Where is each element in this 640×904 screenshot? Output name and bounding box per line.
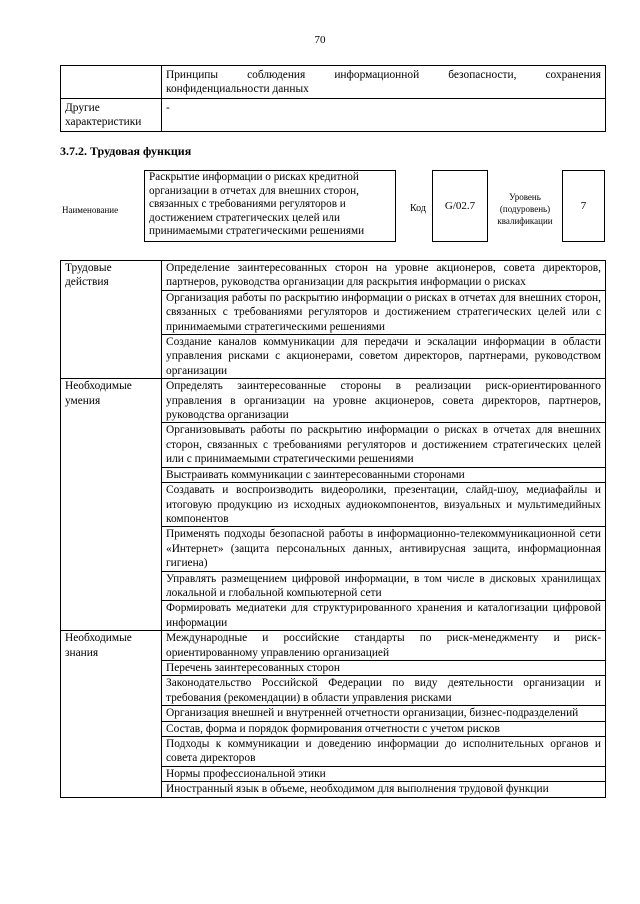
table-row (61, 379, 606, 423)
table-row (61, 66, 606, 99)
code-label: Код (410, 203, 426, 214)
table-cell: Создание каналов коммуникации для передачи и эскалации информации в области управления рисками с акционерами, советом директоров, партнерами, руководством организации (162, 335, 606, 379)
table-cell: Определение заинтересованных сторон на уровне акционеров, совета директоров, партнеров, руководства организации для раскрытия информации о рисках (162, 261, 606, 291)
empty-label-cell (61, 66, 162, 99)
group-label: Необходимые знания (61, 631, 162, 797)
code-value-box: G/02.7 (432, 170, 488, 242)
table-cell: Иностранный язык в объеме, необходимом для выполнения трудовой функции (162, 782, 606, 797)
table-cell: Организация работы по раскрытию информации о рисках в отчетах для внешних сторон, связанных с требованиями регуляторов и достижением стратегических целей или с принимаемыми стратегическими решениями (162, 290, 606, 334)
table-row (61, 261, 606, 291)
table-cell: Перечень заинтересованных сторон (162, 660, 606, 675)
table-cell: Организовывать работы по раскрытию информации о рисках в отчетах для внешних сторон, связанных с требованиями регуляторов и достижением стратегических целей или с принимаемыми стратегическими решениями (162, 423, 606, 467)
qualification-level-label: Уровень (подуровень) квалификации (497, 192, 553, 226)
table-cell: Состав, форма и порядок формирования отчетности с учетом рисков (162, 721, 606, 736)
table-cell: Применять подходы безопасной работы в информационно-телекоммуникационной сети «Интернет» (защита персональных данных, антивирусная защита, информационная гигиена) (162, 527, 606, 571)
table-cell: Нормы профессиональной этики (162, 766, 606, 781)
table-cell: Формировать медиатеки для структурированного хранения и каталогизации цифровой информации (162, 601, 606, 631)
table-cell: Управлять размещением цифровой информации, в том числе в дисковых хранилищах локальной и глобальной компьютерной сети (162, 571, 606, 601)
labor-function-table (60, 260, 606, 798)
group-label: Трудовые действия (61, 261, 162, 379)
table-row (61, 98, 606, 131)
table-cell: Организация внешней и внутренней отчетности организации, бизнес-подразделений (162, 706, 606, 721)
page-number: 70 (314, 34, 326, 46)
name-label: Наименование (62, 205, 119, 215)
row-label: Другие характеристики (61, 98, 162, 131)
table-cell: Подходы к коммуникации и доведению информации до исполнительных органов и совета директоров (162, 737, 606, 767)
section-heading: 3.7.2. Трудовая функция (60, 144, 192, 158)
group-label: Необходимые умения (61, 379, 162, 631)
table-cell: Определять заинтересованные стороны в реализации риск-ориентированного управления в организации на уровне акционеров, совета директоров, партнеров, руководства организации (162, 379, 606, 423)
table-row (61, 631, 606, 661)
table-cell: Создавать и воспроизводить видеоролики, презентации, слайд-шоу, медиафайлы и итоговую продукцию из исходных аудиокомпонентов, визуальных и мультимедийных компонентов (162, 483, 606, 527)
table-cell: Выстраивать коммуникации с заинтересованными сторонами (162, 467, 606, 482)
table-cell: Законодательство Российской Федерации по виду деятельности организации и требования (рекомендации) в области управления рисками (162, 676, 606, 706)
table-cell: Принципы соблюдения информационной безопасности, сохранения конфиденциальности данных (162, 66, 606, 99)
table-cell: - (162, 98, 606, 131)
qualification-level-box: 7 (562, 170, 605, 242)
table-cell: Международные и российские стандарты по риск-менеджменту и риск-ориентированному управлению организацией (162, 631, 606, 661)
top-characteristics-table (60, 65, 606, 132)
function-name-box: Раскрытие информации о рисках кредитной организации в отчетах для внешних сторон, связанных с требованиями регуляторов и достижением стратегических целей или принимаемыми стратегическими решениями (144, 170, 396, 242)
